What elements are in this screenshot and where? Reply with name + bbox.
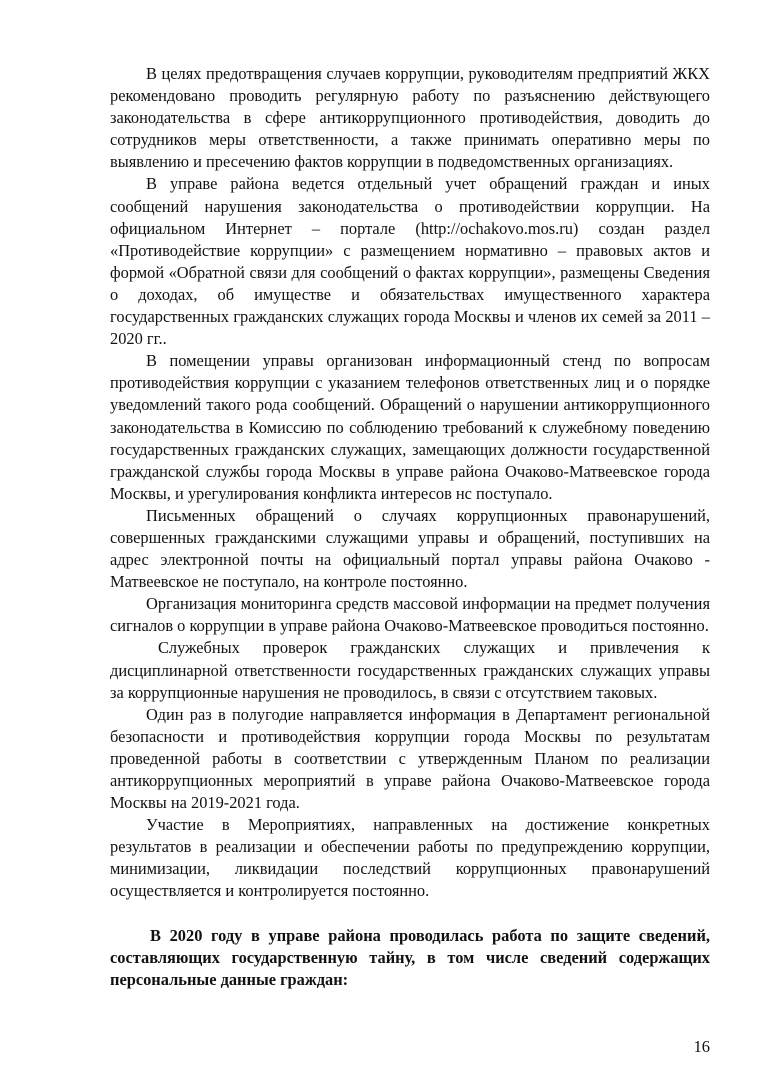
paragraph-media-monitoring: Организация мониторинга средств массовой информации на предмет получения сигналов о коррупции в управе района Очаково-Матвеевское проводиться постоянно. bbox=[110, 594, 710, 636]
section-heading-state-secret: В 2020 году в управе района проводилась работа по защите сведений, составляющих государственную тайну, в том числе сведений содержащих персональные данные граждан: bbox=[110, 925, 710, 989]
page-body bbox=[110, 63, 710, 991]
paragraph-semiannual-report: Один раз в полугодие направляется информация в Департамент региональной безопасности и противодействия коррупции города Москвы по результатам проведенной работы в соответствии с утвержденным Планом по реализации антикоррупционных мероприятий в управе района Очаково-Матвеевское города Москвы на 2019-2021 года. bbox=[110, 704, 710, 813]
paragraph-measures-participation: Участие в Мероприятиях, направленных на достижение конкретных результатов в реализации и обеспечении работы по предупреждению коррупции, минимизации, ликвидации последствий коррупционных правонарушений осуществляется и контролируется постоянно. bbox=[110, 815, 710, 901]
paragraph-written-appeals: Письменных обращений о случаях коррупционных правонарушений, совершенных гражданскими служащими управы и обращений, поступивших на адрес электронной почты на официальный портал управы района Очаково - Матвеевское не поступало, на контроле постоянно. bbox=[110, 505, 710, 592]
page-number: 16 bbox=[693, 1037, 710, 1056]
paragraph-internal-inspections: Служебных проверок гражданских служащих и привлечения к дисциплинарной ответственности государственных гражданских служащих управы за коррупционные нарушения не проводилось, в связи с отсутствием таковых. bbox=[110, 638, 710, 702]
paragraph-appeals-accounting: В управе района ведется отдельный учет обращений граждан и иных сообщений нарушения законодательства о противодействии коррупции. На официальном Интернет – портале (http://ochakovo.mos.ru) создан раздел «Противодействие коррупции» с размещением нормативно – правовых актов и формой «Обратной связи для сообщений о фактах коррупции», размещены Сведения о доходах, об имуществе и обязательствах имущественного характера государственных гражданских служащих города Москвы и членов их семей за 2011 – 2020 гг.. bbox=[110, 174, 710, 349]
paragraph-information-stand: В помещении управы организован информационный стенд по вопросам противодействия коррупции с указанием телефонов ответственных лиц и о порядке уведомлений такого рода сообщений. Обращений о нарушении антикоррупционного законодательства в Комиссию по соблюдению требований к служебному поведению государственных гражданских служащих, замещающих должности государственной гражданской службы города Москвы в управе района Очаково-Матвеевское города Москвы, и урегулирования конфликта интересов нс поступало. bbox=[110, 351, 710, 503]
paragraph-corruption-prevention: В целях предотвращения случаев коррупции, руководителям предприятий ЖКХ рекомендовано проводить регулярную работу по разъяснению действующего законодательства в сфере антикоррупционного противодействия, доводить до сотрудников меры ответственности, а также принимать оперативно меры по выявлению и пресечению фактов коррупции в подведомственных организациях. bbox=[110, 64, 710, 172]
